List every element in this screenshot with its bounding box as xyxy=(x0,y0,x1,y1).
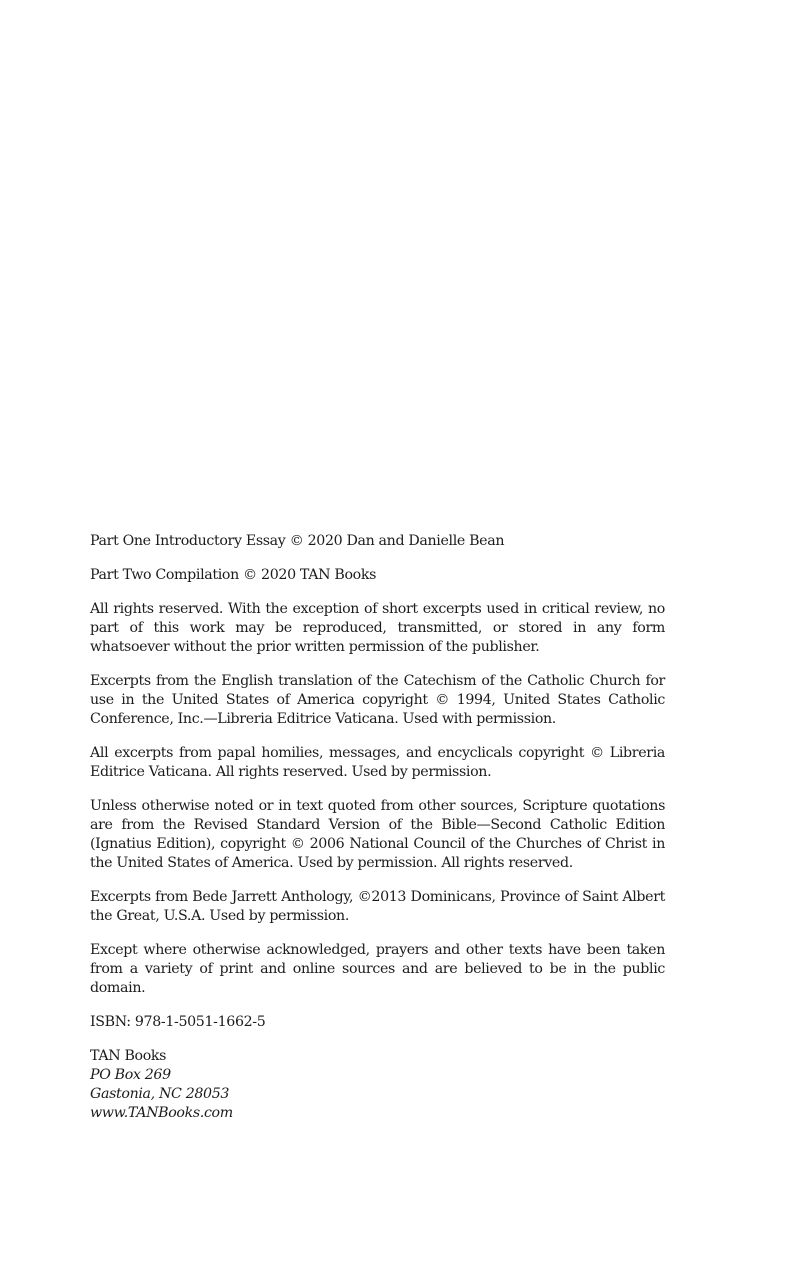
compilation-copyright: Part Two Compilation © 2020 TAN Books xyxy=(90,567,377,583)
papal-excerpts-notice: All excerpts from papal homilies, messages, and encyclicals copyright © Libreria Editrice Vaticana. All rights reserved. Used by permission. xyxy=(90,745,665,780)
catechism-notice: Excerpts from the English translation of the Catechism of the Catholic Church for use in the United States of America copyright © 1994, United States Catholic Conference, Inc.—Libreria Editrice Vaticana. Used with permission. xyxy=(90,673,665,727)
publisher-website: www.TANBooks.com xyxy=(90,1105,233,1121)
copyright-page xyxy=(90,532,665,1123)
isbn: ISBN: 978-1-5051-1662-5 xyxy=(90,1014,266,1030)
publisher-city: Gastonia, NC 28053 xyxy=(90,1086,230,1102)
publisher-address xyxy=(90,1047,665,1123)
essay-copyright: Part One Introductory Essay © 2020 Dan and Danielle Bean xyxy=(90,533,505,549)
scripture-notice: Unless otherwise noted or in text quoted from other sources, Scripture quotations are from the Revised Standard Version of the Bible—Second Catholic Edition (Ignatius Edition), copyright © 2006 National Council of the Churches of Christ in the United States of America. Used by permission. All rights reserved. xyxy=(90,798,665,871)
public-domain-notice: Except where otherwise acknowledged, prayers and other texts have been taken from a variety of print and online sources and are believed to be in the public domain. xyxy=(90,942,665,996)
rights-reserved-notice: All rights reserved. With the exception of short excerpts used in critical review, no part of this work may be reproduced, transmitted, or stored in any form whatsoever without the prior written permission of the publisher. xyxy=(90,601,665,655)
publisher-name: TAN Books xyxy=(90,1048,167,1064)
publisher-po-box: PO Box 269 xyxy=(90,1067,171,1083)
bede-jarrett-notice: Excerpts from Bede Jarrett Anthology, ©2013 Dominicans, Province of Saint Albert the Great, U.S.A. Used by permission. xyxy=(90,889,665,924)
